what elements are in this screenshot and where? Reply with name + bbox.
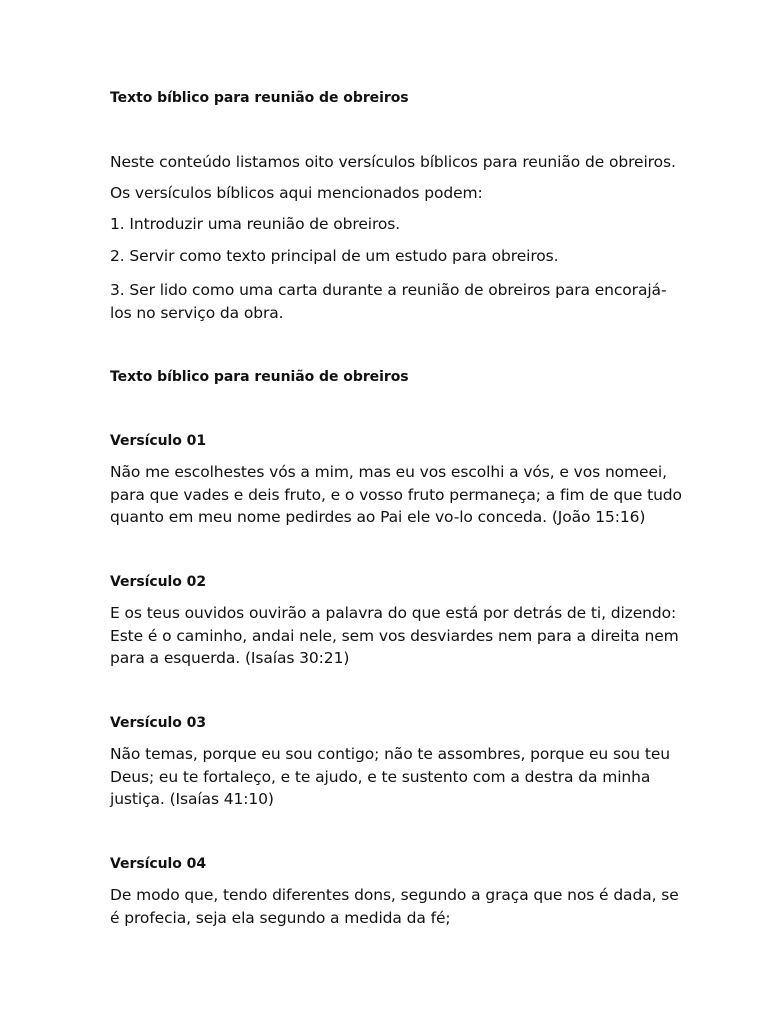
document-heading: Texto bíblico para reunião de obreiros [110, 90, 409, 106]
verse-line: justiça. (Isaías 41:10) [110, 790, 274, 808]
purpose-item-3-line-2: los no serviço da obra. [110, 303, 284, 322]
purpose-item-3-line-1: 3. Ser lido como uma carta durante a reunião de obreiros para encorajá- [110, 281, 667, 299]
purpose-item-1: 1. Introduzir uma reunião de obreiros. [110, 215, 401, 233]
verse-text [110, 884, 679, 929]
purpose-item-2: 2. Servir como texto principal de um estudo para obreiros. [110, 247, 559, 265]
verse-line: Este é o caminho, andai nele, sem vos desviardes nem para a direita nem [110, 626, 679, 645]
verse-line: De modo que, tendo diferentes dons, segundo a graça que nos é dada, se [110, 886, 679, 904]
verse-text [110, 743, 670, 811]
verse-title: Versículo 02 [110, 574, 207, 590]
verse-title: Versículo 01 [110, 433, 207, 449]
purpose-intro: Os versículos bíblicos aqui mencionados podem: [110, 184, 483, 202]
verse-line: quanto em meu nome pedirdes ao Pai ele vo-lo conceda. (João 15:16) [110, 508, 646, 526]
verse-line: para que vades e deis fruto, e o vosso fruto permaneça; a fim de que tudo [110, 485, 682, 504]
intro-paragraph: Neste conteúdo listamos oito versículos bíblicos para reunião de obreiros. [110, 153, 676, 171]
verse-line: é profecia, seja ela segundo a medida da fé; [110, 908, 451, 927]
verse-text [110, 602, 679, 670]
verse-line: Não temas, porque eu sou contigo; não te assombres, porque eu sou teu [110, 745, 670, 763]
verse-title: Versículo 03 [110, 715, 207, 731]
verse-line: Deus; eu te fortaleço, e te ajudo, e te sustento com a destra da minha [110, 767, 651, 786]
verse-title: Versículo 04 [110, 856, 207, 872]
section-heading: Texto bíblico para reunião de obreiros [110, 369, 409, 385]
verse-text [110, 461, 682, 529]
verse-line: para a esquerda. (Isaías 30:21) [110, 649, 350, 667]
verse-line: Não me escolhestes vós a mim, mas eu vos escolhi a vós, e vos nomeei, [110, 463, 667, 481]
verse-line: E os teus ouvidos ouvirão a palavra do que está por detrás de ti, dizendo: [110, 604, 677, 622]
purpose-item-3 [110, 279, 670, 324]
